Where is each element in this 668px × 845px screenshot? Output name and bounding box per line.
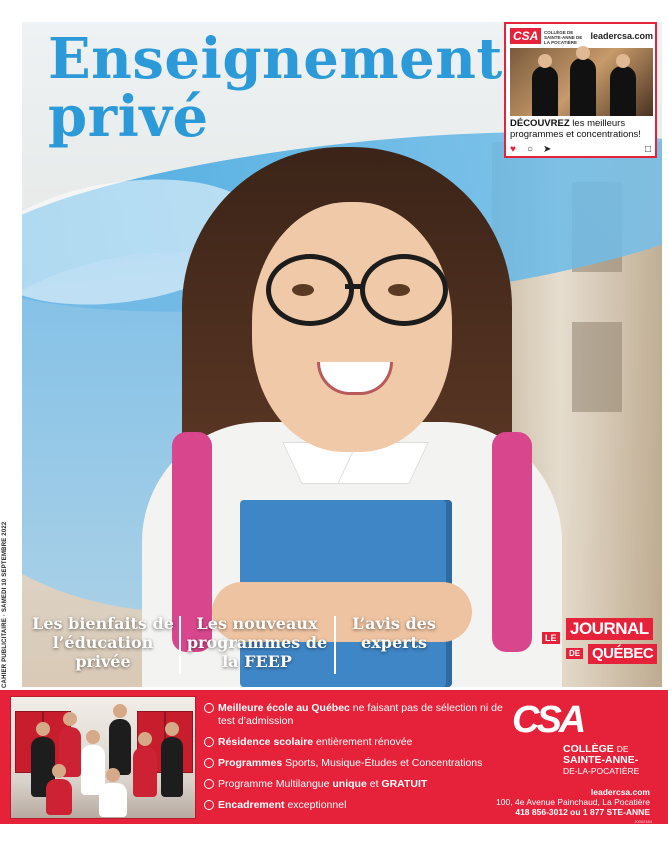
feature-divider: [334, 616, 336, 674]
ad-list-item: [204, 702, 504, 728]
glasses-lens: [360, 254, 448, 326]
college-name-line: SAINTE-ANNE-: [563, 754, 639, 766]
csa-logo: [512, 699, 604, 741]
promo-url[interactable]: leadercsa.com: [590, 31, 653, 41]
feature-headline[interactable]: Les bienfaits de l’éducation privée: [32, 614, 174, 671]
ad-item-bold: Résidence scolaire: [218, 736, 314, 748]
side-caption-text: CAHIER PUBLICITAIRE · SAMEDI 10 SEPTEMBRE 2022: [2, 521, 8, 688]
logo-journal: JOURNAL: [566, 618, 653, 640]
student-figure: [99, 783, 127, 817]
ad-code: J0002184: [634, 819, 652, 824]
ad-url[interactable]: leadercsa.com: [590, 787, 650, 797]
circle-bullet-icon: [204, 800, 214, 810]
bookmark-icon[interactable]: □: [644, 144, 651, 155]
logo-le: LE: [542, 632, 560, 644]
csa-logo-subtitle: COLLÈGE DE SAINTE-ANNE DE LA POCATIÈRE: [544, 30, 583, 45]
share-icon[interactable]: ➤: [543, 144, 552, 155]
feature-divider: [179, 616, 181, 674]
logo-quebec: QUÉBEC: [588, 644, 657, 664]
college-name-line: DE-LA-POCATIÈRE: [563, 766, 640, 776]
student-figure: [46, 779, 72, 815]
circle-bullet-icon: [204, 703, 214, 713]
journal-de-quebec-logo: [542, 618, 652, 674]
ad-item-text: entièrement rénovée: [313, 736, 413, 748]
circle-bullet-icon: [204, 737, 214, 747]
circle-bullet-icon: [204, 758, 214, 768]
promo-text-bold: DÉCOUVREZ: [510, 118, 570, 129]
ad-list-item: [204, 736, 504, 749]
ad-address: 100, 4e Avenue Painchaud, La Pocatière: [496, 797, 650, 807]
promo-icons: [510, 144, 653, 156]
ad-list-item: [204, 799, 504, 812]
glasses-lens: [266, 254, 354, 326]
promo-text-rest: les meilleurs programmes et concentrations!: [510, 118, 641, 140]
musician-figure: [532, 66, 558, 116]
ad-item-text: et: [366, 778, 382, 790]
ad-item-text: exceptionnel: [284, 799, 347, 811]
glasses-bridge: [345, 284, 363, 289]
ad-item-text: ne faisant pas de sélection ni de test d’admission: [218, 702, 503, 727]
ad-list-item: [204, 778, 504, 791]
ad-item-text: Programme Multilangue: [218, 778, 333, 790]
ad-phone[interactable]: 418 856-3012 ou 1 877 STE-ANNE: [515, 807, 650, 817]
college-name-de: DE: [616, 744, 629, 754]
musician-figure: [570, 58, 596, 116]
ad-feature-list: [204, 702, 504, 820]
promo-card[interactable]: [504, 22, 657, 158]
college-name: [563, 744, 663, 777]
college-name-line: COLLÈGE: [563, 743, 614, 755]
student-figure: [161, 737, 183, 797]
ad-item-bold: Programmes: [218, 757, 283, 769]
students-photo: [10, 696, 196, 819]
promo-text: [510, 118, 655, 140]
circle-bullet-icon: [204, 779, 214, 789]
ad-list-item: [204, 757, 504, 770]
student-figure: [109, 719, 131, 775]
contact-info: [470, 787, 650, 817]
comment-icon[interactable]: ○: [527, 144, 534, 155]
student-figure: [133, 747, 157, 797]
heart-icon[interactable]: ♥: [510, 144, 516, 155]
csa-logo-letters: CSA: [512, 699, 584, 741]
ad-item-bold: unique: [332, 778, 367, 790]
ad-item-bold: GRATUIT: [381, 778, 428, 790]
logo-de: DE: [566, 648, 583, 659]
musicians-photo: [510, 48, 653, 116]
girl-face: [252, 202, 452, 452]
page-title: [48, 26, 503, 150]
ad-item-bold: Meilleure école au Québec: [218, 702, 350, 714]
background-window: [572, 322, 622, 412]
ad-item-text: Sports, Musique-Études et Concentrations: [282, 757, 483, 769]
musician-figure: [610, 66, 636, 116]
csa-logo-small: CSA: [510, 28, 541, 44]
feature-headline[interactable]: L’avis des experts: [352, 614, 436, 652]
csa-advertisement[interactable]: [0, 690, 668, 824]
promo-header: [510, 28, 653, 46]
ad-item-bold: Encadrement: [218, 799, 285, 811]
title-line-1: Enseignement: [48, 26, 503, 92]
title-line-2: privé: [48, 84, 209, 150]
feature-headline[interactable]: Les nouveaux programmes de la FEEP: [186, 614, 328, 671]
